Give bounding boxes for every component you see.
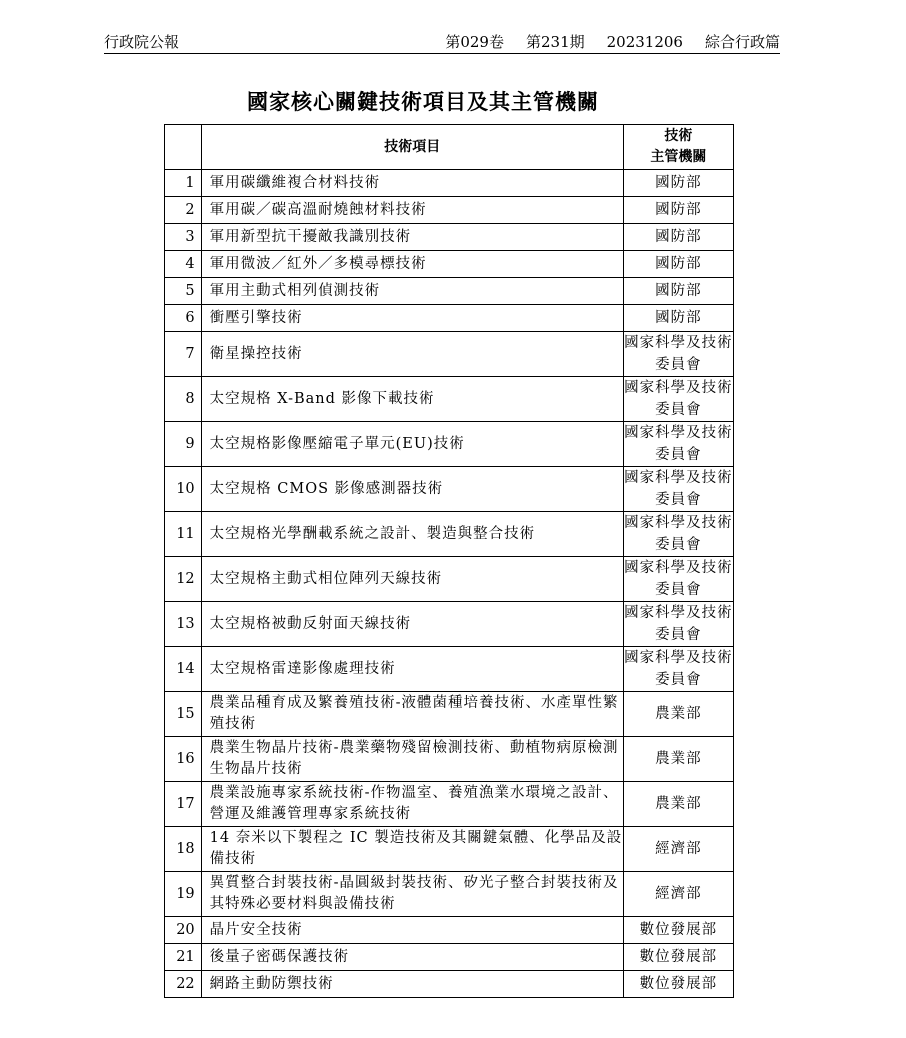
technology-item: 太空規格主動式相位陣列天線技術 xyxy=(201,557,623,602)
tech-column-header: 技術項目 xyxy=(201,125,623,170)
row-number: 11 xyxy=(165,512,202,557)
competent-agency: 國家科學及技術委員會 xyxy=(623,377,733,422)
row-number: 3 xyxy=(165,224,202,251)
table-row xyxy=(165,647,734,692)
row-number: 10 xyxy=(165,467,202,512)
issue-number: 第231期 xyxy=(525,33,585,51)
row-number: 12 xyxy=(165,557,202,602)
competent-agency: 國家科學及技術委員會 xyxy=(623,332,733,377)
table-row xyxy=(165,305,734,332)
technology-item: 太空規格被動反射面天線技術 xyxy=(201,602,623,647)
row-number: 15 xyxy=(165,692,202,737)
table-row xyxy=(165,224,734,251)
row-number: 17 xyxy=(165,782,202,827)
table-body xyxy=(165,170,734,998)
competent-agency: 國家科學及技術委員會 xyxy=(623,557,733,602)
technology-item: 晶片安全技術 xyxy=(201,917,623,944)
row-number: 6 xyxy=(165,305,202,332)
competent-agency: 國家科學及技術委員會 xyxy=(623,467,733,512)
publication-name: 行政院公報 xyxy=(104,33,180,51)
technology-item: 異質整合封裝技術-晶圓級封裝技術、矽光子整合封裝技術及其特殊必要材料與設備技術 xyxy=(201,872,623,917)
row-number: 8 xyxy=(165,377,202,422)
agency-header-line-2: 主管機關 xyxy=(650,149,707,165)
competent-agency: 經濟部 xyxy=(623,827,733,872)
technology-item: 軍用新型抗干擾敵我識別技術 xyxy=(201,224,623,251)
competent-agency: 國防部 xyxy=(623,224,733,251)
competent-agency: 國防部 xyxy=(623,251,733,278)
competent-agency: 農業部 xyxy=(623,692,733,737)
technology-item: 衛星操控技術 xyxy=(201,332,623,377)
competent-agency: 農業部 xyxy=(623,782,733,827)
competent-agency: 國防部 xyxy=(623,197,733,224)
table-row xyxy=(165,332,734,377)
row-number: 18 xyxy=(165,827,202,872)
table-row xyxy=(165,278,734,305)
row-number: 5 xyxy=(165,278,202,305)
technology-item: 太空規格 CMOS 影像感測器技術 xyxy=(201,467,623,512)
technology-item: 軍用微波／紅外／多模尋標技術 xyxy=(201,251,623,278)
table-row xyxy=(165,692,734,737)
competent-agency: 數位發展部 xyxy=(623,944,733,971)
technology-item: 軍用碳／碳高溫耐燒蝕材料技術 xyxy=(201,197,623,224)
technology-item: 軍用主動式相列偵測技術 xyxy=(201,278,623,305)
technology-item: 太空規格光學酬載系統之設計、製造與整合技術 xyxy=(201,512,623,557)
table-header-row xyxy=(165,125,734,170)
competent-agency: 國防部 xyxy=(623,278,733,305)
row-number: 4 xyxy=(165,251,202,278)
competent-agency: 數位發展部 xyxy=(623,917,733,944)
technology-item: 太空規格雷達影像處理技術 xyxy=(201,647,623,692)
technology-item: 農業設施專家系統技術-作物溫室、養殖漁業水環境之設計、營運及維護管理專家系統技術 xyxy=(201,782,623,827)
row-number: 1 xyxy=(165,170,202,197)
technology-item: 太空規格 X-Band 影像下載技術 xyxy=(201,377,623,422)
competent-agency: 農業部 xyxy=(623,737,733,782)
row-number: 22 xyxy=(165,971,202,998)
row-number: 20 xyxy=(165,917,202,944)
page-title: 國家核心關鍵技術項目及其主管機關 xyxy=(247,89,599,114)
technology-item: 軍用碳纖維複合材料技術 xyxy=(201,170,623,197)
row-number: 2 xyxy=(165,197,202,224)
table-row xyxy=(165,782,734,827)
technology-item: 農業生物晶片技術-農業藥物殘留檢測技術、動植物病原檢測生物晶片技術 xyxy=(201,737,623,782)
agency-header-line-1: 技術 xyxy=(664,128,693,144)
table-row xyxy=(165,197,734,224)
table-row xyxy=(165,917,734,944)
table-row xyxy=(165,251,734,278)
table-row xyxy=(165,557,734,602)
row-number: 13 xyxy=(165,602,202,647)
technology-item: 衝壓引擎技術 xyxy=(201,305,623,332)
technology-item: 後量子密碼保護技術 xyxy=(201,944,623,971)
technology-item: 太空規格影像壓縮電子單元(EU)技術 xyxy=(201,422,623,467)
issue-date: 20231206 xyxy=(606,33,683,51)
competent-agency: 國家科學及技術委員會 xyxy=(623,647,733,692)
row-number: 14 xyxy=(165,647,202,692)
row-number: 16 xyxy=(165,737,202,782)
table-row xyxy=(165,872,734,917)
table-row xyxy=(165,422,734,467)
table-row xyxy=(165,512,734,557)
gazette-header xyxy=(104,31,780,54)
technology-item: 網路主動防禦技術 xyxy=(201,971,623,998)
table-row xyxy=(165,737,734,782)
section-name: 綜合行政篇 xyxy=(704,33,780,51)
row-number: 7 xyxy=(165,332,202,377)
competent-agency: 經濟部 xyxy=(623,872,733,917)
table-row xyxy=(165,602,734,647)
technology-table xyxy=(164,124,734,998)
competent-agency: 國家科學及技術委員會 xyxy=(623,422,733,467)
table-row xyxy=(165,467,734,512)
table-row xyxy=(165,971,734,998)
technology-item: 農業品種育成及繁養殖技術-液體菌種培養技術、水產單性繁殖技術 xyxy=(201,692,623,737)
competent-agency: 國防部 xyxy=(623,305,733,332)
number-column-header xyxy=(165,125,202,170)
technology-item: 14 奈米以下製程之 IC 製造技術及其關鍵氣體、化學品及設備技術 xyxy=(201,827,623,872)
volume-number: 第029卷 xyxy=(445,33,504,51)
table-row xyxy=(165,170,734,197)
competent-agency: 國家科學及技術委員會 xyxy=(623,602,733,647)
competent-agency: 國家科學及技術委員會 xyxy=(623,512,733,557)
competent-agency: 國防部 xyxy=(623,170,733,197)
issue-info xyxy=(445,31,780,53)
table-row xyxy=(165,827,734,872)
row-number: 21 xyxy=(165,944,202,971)
row-number: 9 xyxy=(165,422,202,467)
row-number: 19 xyxy=(165,872,202,917)
agency-column-header xyxy=(623,125,733,170)
competent-agency: 數位發展部 xyxy=(623,971,733,998)
table-row xyxy=(165,377,734,422)
table-row xyxy=(165,944,734,971)
